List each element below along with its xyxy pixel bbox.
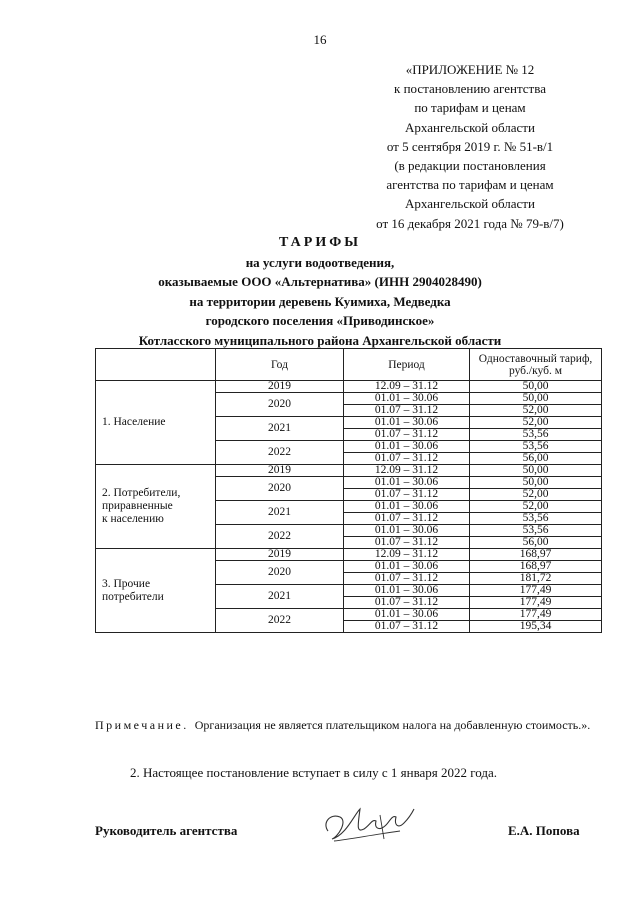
tariff-value-cell: 181,72 [470,573,602,585]
tariff-value-cell: 53,56 [470,441,602,453]
tariff-table [95,348,602,633]
table-row [96,549,602,561]
year-cell: 2019 [216,381,344,393]
tariff-value-cell: 52,00 [470,489,602,501]
appendix-line: по тарифам и ценам [414,100,526,116]
period-cell: 01.01 – 30.06 [344,525,470,537]
signatory-name: Е.А. Попова [508,823,580,838]
appendix-line: (в редакции постановления [394,158,546,174]
period-cell: 01.01 – 30.06 [344,585,470,597]
tariff-value-cell: 56,00 [470,537,602,549]
period-cell: 01.07 – 31.12 [344,513,470,525]
period-cell: 12.09 – 31.12 [344,381,470,393]
year-cell: 2022 [216,525,344,549]
year-cell: 2020 [216,561,344,585]
tariff-value-cell: 177,49 [470,597,602,609]
period-cell: 01.07 – 31.12 [344,489,470,501]
category-line: 2. Потребители, [102,487,181,499]
appendix-line: от 16 декабря 2021 года № 79-в/7) [376,215,564,231]
tariff-value-cell: 168,97 [470,561,602,573]
table-header-row [96,349,602,381]
title-heading: ТАРИФЫ [279,235,361,250]
title-line: оказываемые ООО «Альтернатива» (ИНН 2904028490) [158,274,482,289]
table-row [96,381,602,393]
appendix-line: Архангельской области [405,196,535,212]
category-line: потребители [102,590,164,603]
year-cell: 2021 [216,501,344,525]
appendix-line: Архангельской области [405,119,535,135]
category-cell [96,549,216,633]
note-label: Примечание. [95,718,189,732]
title-line: Котласского муниципального района Архангельской области [138,332,502,348]
tariff-value-cell: 50,00 [470,381,602,393]
category-label: 1. Население [102,416,166,428]
period-cell: 01.01 – 30.06 [344,393,470,405]
tariff-value-cell: 168,97 [470,549,602,561]
effective-date-clause: 2. Настоящее постановление вступает в силу с 1 января 2022 года. [130,765,498,780]
category-line: приравненные [102,500,173,512]
period-cell: 12.09 – 31.12 [344,465,470,477]
note [95,718,601,733]
category-cell [96,381,216,465]
title-line: на услуги водоотведения, [245,254,395,270]
period-cell: 01.07 – 31.12 [344,405,470,417]
tariff-table-body [96,381,602,633]
tariff-value-cell: 195,34 [470,621,602,633]
tariff-value-cell: 52,00 [470,501,602,513]
tariff-value-cell: 50,00 [470,393,602,405]
tariff-value-cell: 50,00 [470,465,602,477]
appendix-line: «ПРИЛОЖЕНИЕ № 12 [405,62,535,77]
period-cell: 01.01 – 30.06 [344,477,470,489]
category-cell [96,465,216,549]
tariff-value-cell: 53,56 [470,429,602,441]
tariff-value-cell: 56,00 [470,453,602,465]
year-cell: 2022 [216,609,344,633]
page-number: 16 [313,32,327,47]
period-cell: 01.01 – 30.06 [344,417,470,429]
year-cell: 2021 [216,585,344,609]
period-cell: 01.01 – 30.06 [344,561,470,573]
period-cell: 01.01 – 30.06 [344,441,470,453]
table-row [96,465,602,477]
year-cell: 2022 [216,441,344,465]
year-cell: 2020 [216,477,344,501]
period-cell: 01.07 – 31.12 [344,573,470,585]
category-line: к населению [102,513,164,525]
tariff-value-cell: 52,00 [470,417,602,429]
period-cell: 01.01 – 30.06 [344,609,470,621]
header-category [96,349,216,381]
signatory-position: Руководитель агентства [95,823,238,838]
appendix-line: к постановлению агентства [394,81,546,97]
year-cell: 2019 [216,465,344,477]
category-line: 3. Прочие [102,577,151,590]
appendix-line: от 5 сентября 2019 г. № 51-в/1 [386,138,554,154]
period-cell: 01.01 – 30.06 [344,501,470,513]
period-cell: 01.07 – 31.12 [344,621,470,633]
handwritten-signature [320,795,420,855]
period-cell: 12.09 – 31.12 [344,549,470,561]
header-year: Год [216,349,344,381]
tariff-value-cell: 52,00 [470,405,602,417]
period-cell: 01.07 – 31.12 [344,453,470,465]
period-cell: 01.07 – 31.12 [344,537,470,549]
tariff-value-cell: 177,49 [470,609,602,621]
header-tariff: Одноставочный тариф, руб./куб. м [470,349,602,381]
tariff-value-cell: 53,56 [470,513,602,525]
year-cell: 2021 [216,417,344,441]
appendix-header [340,60,600,233]
period-cell: 01.07 – 31.12 [344,597,470,609]
year-cell: 2019 [216,549,344,561]
note-text: Организация не является плательщиком налога на добавленную стоимость.». [194,718,591,732]
tariff-value-cell: 53,56 [470,525,602,537]
title-line: на территории деревень Куимиха, Медведка [189,293,451,309]
title-line: городского поселения «Приводинское» [205,313,435,328]
tariff-value-cell: 177,49 [470,585,602,597]
year-cell: 2020 [216,393,344,417]
tariff-value-cell: 50,00 [470,477,602,489]
appendix-line: агентства по тарифам и ценам [386,177,554,193]
period-cell: 01.07 – 31.12 [344,429,470,441]
header-period: Период [344,349,470,381]
document-title [60,233,580,350]
